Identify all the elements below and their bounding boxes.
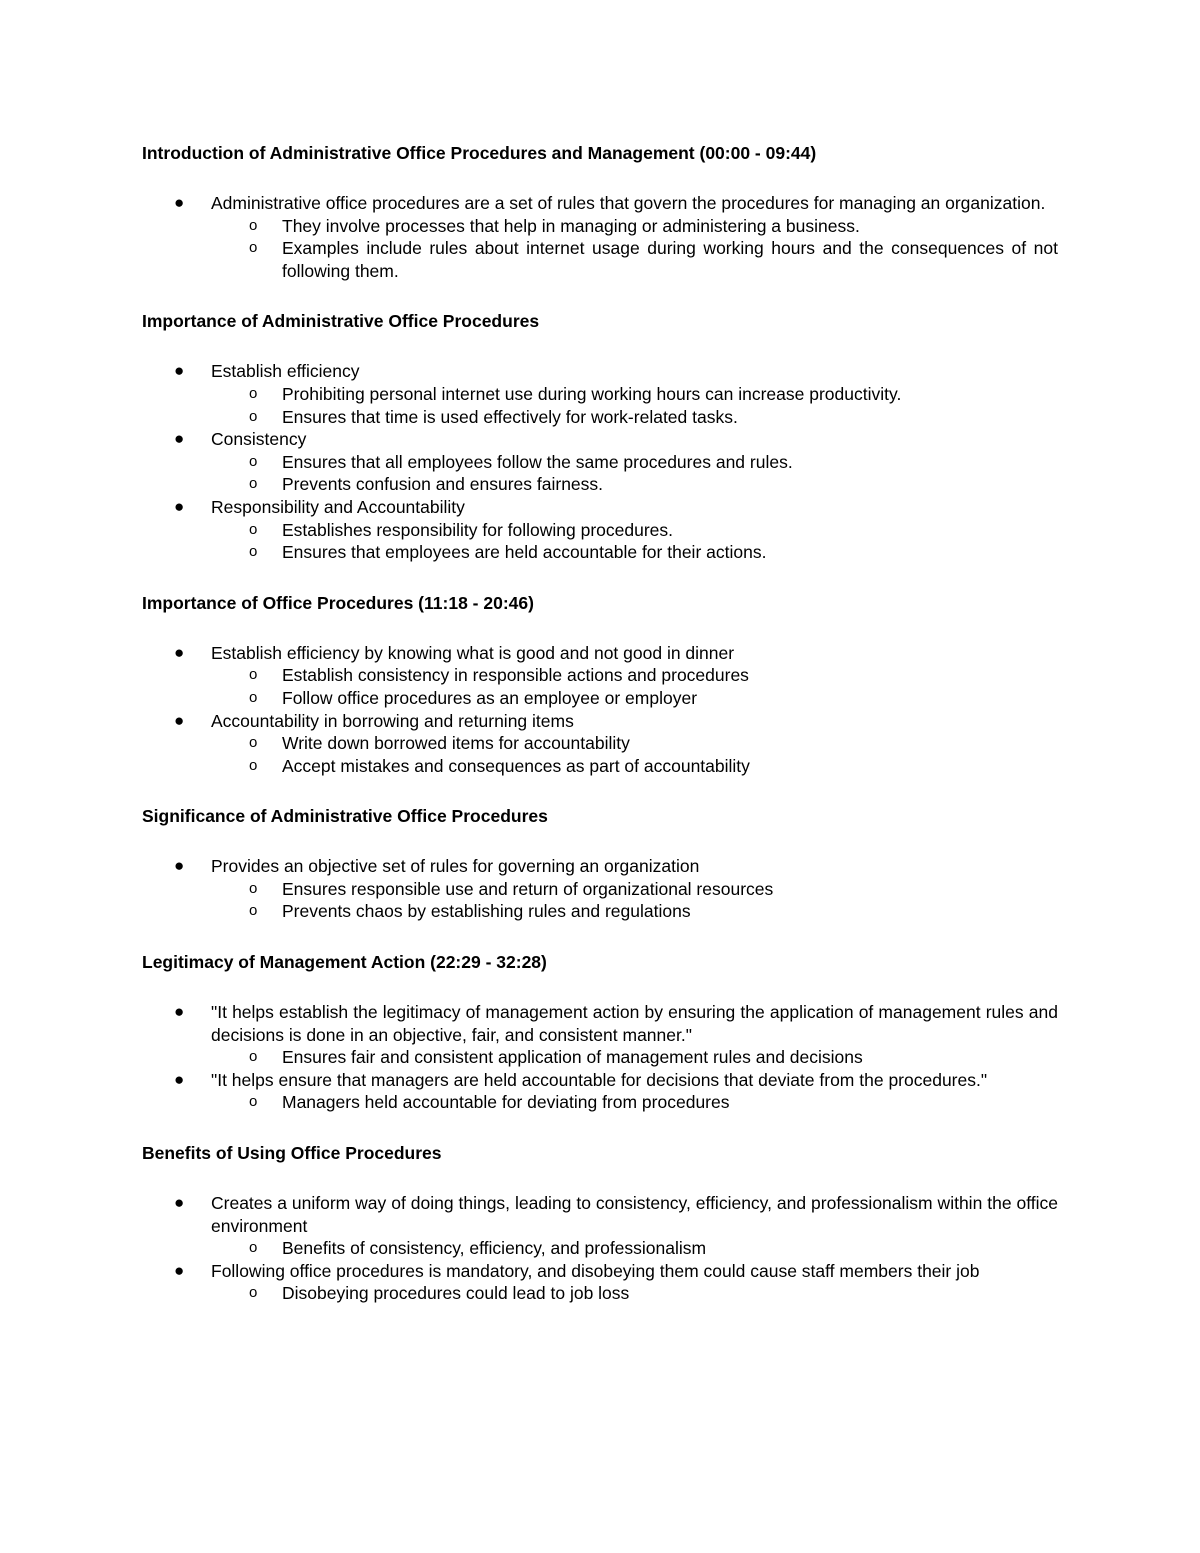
section-importance-admin [142,310,1058,563]
list-item [142,360,1058,428]
list-item [142,710,1058,778]
sub-list [211,383,1058,428]
list-item-text: Consistency [211,429,307,450]
bullet-icon: ● [174,710,185,730]
bullet-list [142,360,1058,563]
section-legitimacy [142,951,1058,1114]
circle-bullet-icon: o [249,520,258,538]
sub-item [211,473,1058,496]
list-item-text: Provides an objective set of rules for governing an organization [211,856,700,877]
circle-bullet-icon: o [249,1284,258,1302]
circle-bullet-icon: o [249,452,258,470]
sub-item [211,406,1058,429]
sub-item [211,237,1058,282]
sub-item-text: Ensures that employees are held accountable for their actions. [282,542,767,563]
bullet-icon: ● [174,1193,185,1213]
sub-item [211,664,1058,687]
bullet-icon: ● [174,429,185,449]
list-item-text: "It helps establish the legitimacy of management action by ensuring the application of management rules and decisions is done in an objective, fair, and consistent manner." [211,1002,1058,1045]
bullet-icon: ● [174,642,185,662]
sub-item [211,383,1058,406]
circle-bullet-icon: o [249,475,258,493]
section-heading: Benefits of Using Office Procedures [142,1143,442,1164]
list-item-text: Establish efficiency by knowing what is good and not good in dinner [211,642,735,663]
circle-bullet-icon: o [249,1093,258,1111]
sub-list [211,451,1058,496]
bullet-icon: ● [174,856,185,876]
sub-item [211,878,1058,901]
sub-item-text: Managers held accountable for deviating from procedures [282,1092,730,1113]
circle-bullet-icon: o [249,879,258,897]
bullet-icon: ● [174,1002,185,1022]
sub-item [211,1237,1058,1260]
bullet-icon: ● [174,1260,185,1280]
section-intro [142,142,1058,282]
bullet-list [142,642,1058,778]
sub-item-text: Ensures fair and consistent application of management rules and decisions [282,1047,863,1068]
list-item [142,192,1058,282]
list-item [142,496,1058,564]
sub-item [211,451,1058,474]
sub-item-text: Benefits of consistency, efficiency, and professionalism [282,1238,707,1259]
sub-item [211,732,1058,755]
sub-item [211,215,1058,238]
sub-list [211,519,1058,564]
sub-item-text: Ensures that all employees follow the same procedures and rules. [282,451,793,472]
bullet-icon: ● [174,193,185,212]
list-item [142,1260,1058,1305]
sub-list [211,878,1058,923]
sub-list [211,1091,1058,1114]
sub-item-text: Write down borrowed items for accountability [282,733,630,754]
sub-list [211,215,1058,283]
circle-bullet-icon: o [249,756,258,774]
sub-item-text: Prohibiting personal internet use during working hours can increase productivity. [282,383,902,404]
circle-bullet-icon: o [249,1048,258,1066]
sub-item-text: Prevents chaos by establishing rules and regulations [282,901,691,922]
document-page [142,142,1058,1333]
sub-list [211,664,1058,709]
circle-bullet-icon: o [249,407,258,425]
sub-item-text: Accept mistakes and consequences as part of accountability [282,755,750,776]
list-item [142,1192,1058,1260]
bullet-list [142,1001,1058,1114]
sub-item-text: Follow office procedures as an employee or employer [282,687,698,708]
circle-bullet-icon: o [249,216,258,234]
circle-bullet-icon: o [249,239,258,257]
circle-bullet-icon: o [249,902,258,920]
list-item [142,642,1058,710]
sub-item-text: Ensures that time is used effectively for work-related tasks. [282,406,738,427]
section-heading: Importance of Administrative Office Procedures [142,311,540,332]
circle-bullet-icon: o [249,734,258,752]
circle-bullet-icon: o [249,666,258,684]
section-heading: Introduction of Administrative Office Procedures and Management (00:00 - 09:44) [142,143,817,163]
section-benefits [142,1142,1058,1305]
list-item-text: Administrative office procedures are a set of rules that govern the procedures for managing an organization. [211,193,1046,213]
sub-list [211,1046,1058,1069]
sub-item-text: Prevents confusion and ensures fairness. [282,474,604,495]
sub-item-text: They involve processes that help in managing or administering a business. [282,215,860,236]
bullet-list [142,192,1058,282]
bullet-icon: ● [174,1069,185,1089]
list-item-text: Establish efficiency [211,361,360,382]
sub-item [211,519,1058,542]
list-item-text: Accountability in borrowing and returning items [211,710,574,731]
list-item-text: Following office procedures is mandatory, and disobeying them could cause staff members their job [211,1260,980,1281]
sub-item [211,900,1058,923]
sub-item-text: Ensures responsible use and return of organizational resources [282,878,774,899]
sub-item [211,687,1058,710]
list-item [142,428,1058,496]
section-heading: Significance of Administrative Office Procedures [142,806,548,827]
list-item-text: Creates a uniform way of doing things, leading to consistency, efficiency, and professionalism within the office environment [211,1193,1058,1236]
sub-item [211,755,1058,778]
list-item [142,1069,1058,1114]
sub-item-text: Establishes responsibility for following procedures. [282,519,674,540]
sub-item-text: Examples include rules about internet usage during working hours and the consequences of not following them. [282,238,1058,281]
section-significance [142,805,1058,923]
sub-item [211,1282,1058,1305]
bullet-icon: ● [174,496,185,516]
sub-list [211,732,1058,777]
list-item [142,855,1058,923]
sub-list [211,1282,1058,1305]
sub-item [211,541,1058,564]
sub-item [211,1091,1058,1114]
list-item-text: Responsibility and Accountability [211,496,465,517]
section-heading: Importance of Office Procedures (11:18 - 20:46) [142,592,534,613]
bullet-list [142,855,1058,923]
circle-bullet-icon: o [249,543,258,561]
circle-bullet-icon: o [249,384,258,402]
list-item-text: "It helps ensure that managers are held accountable for decisions that deviate from the procedures." [211,1069,988,1090]
circle-bullet-icon: o [249,1239,258,1257]
list-item [142,1001,1058,1069]
circle-bullet-icon: o [249,688,258,706]
section-importance-office [142,592,1058,778]
section-heading: Legitimacy of Management Action (22:29 - 32:28) [142,952,547,973]
sub-item-text: Disobeying procedures could lead to job loss [282,1283,630,1304]
sub-item-text: Establish consistency in responsible actions and procedures [282,665,749,686]
bullet-list [142,1192,1058,1305]
bullet-icon: ● [174,361,185,381]
sub-item [211,1046,1058,1069]
sub-list [211,1237,1058,1260]
